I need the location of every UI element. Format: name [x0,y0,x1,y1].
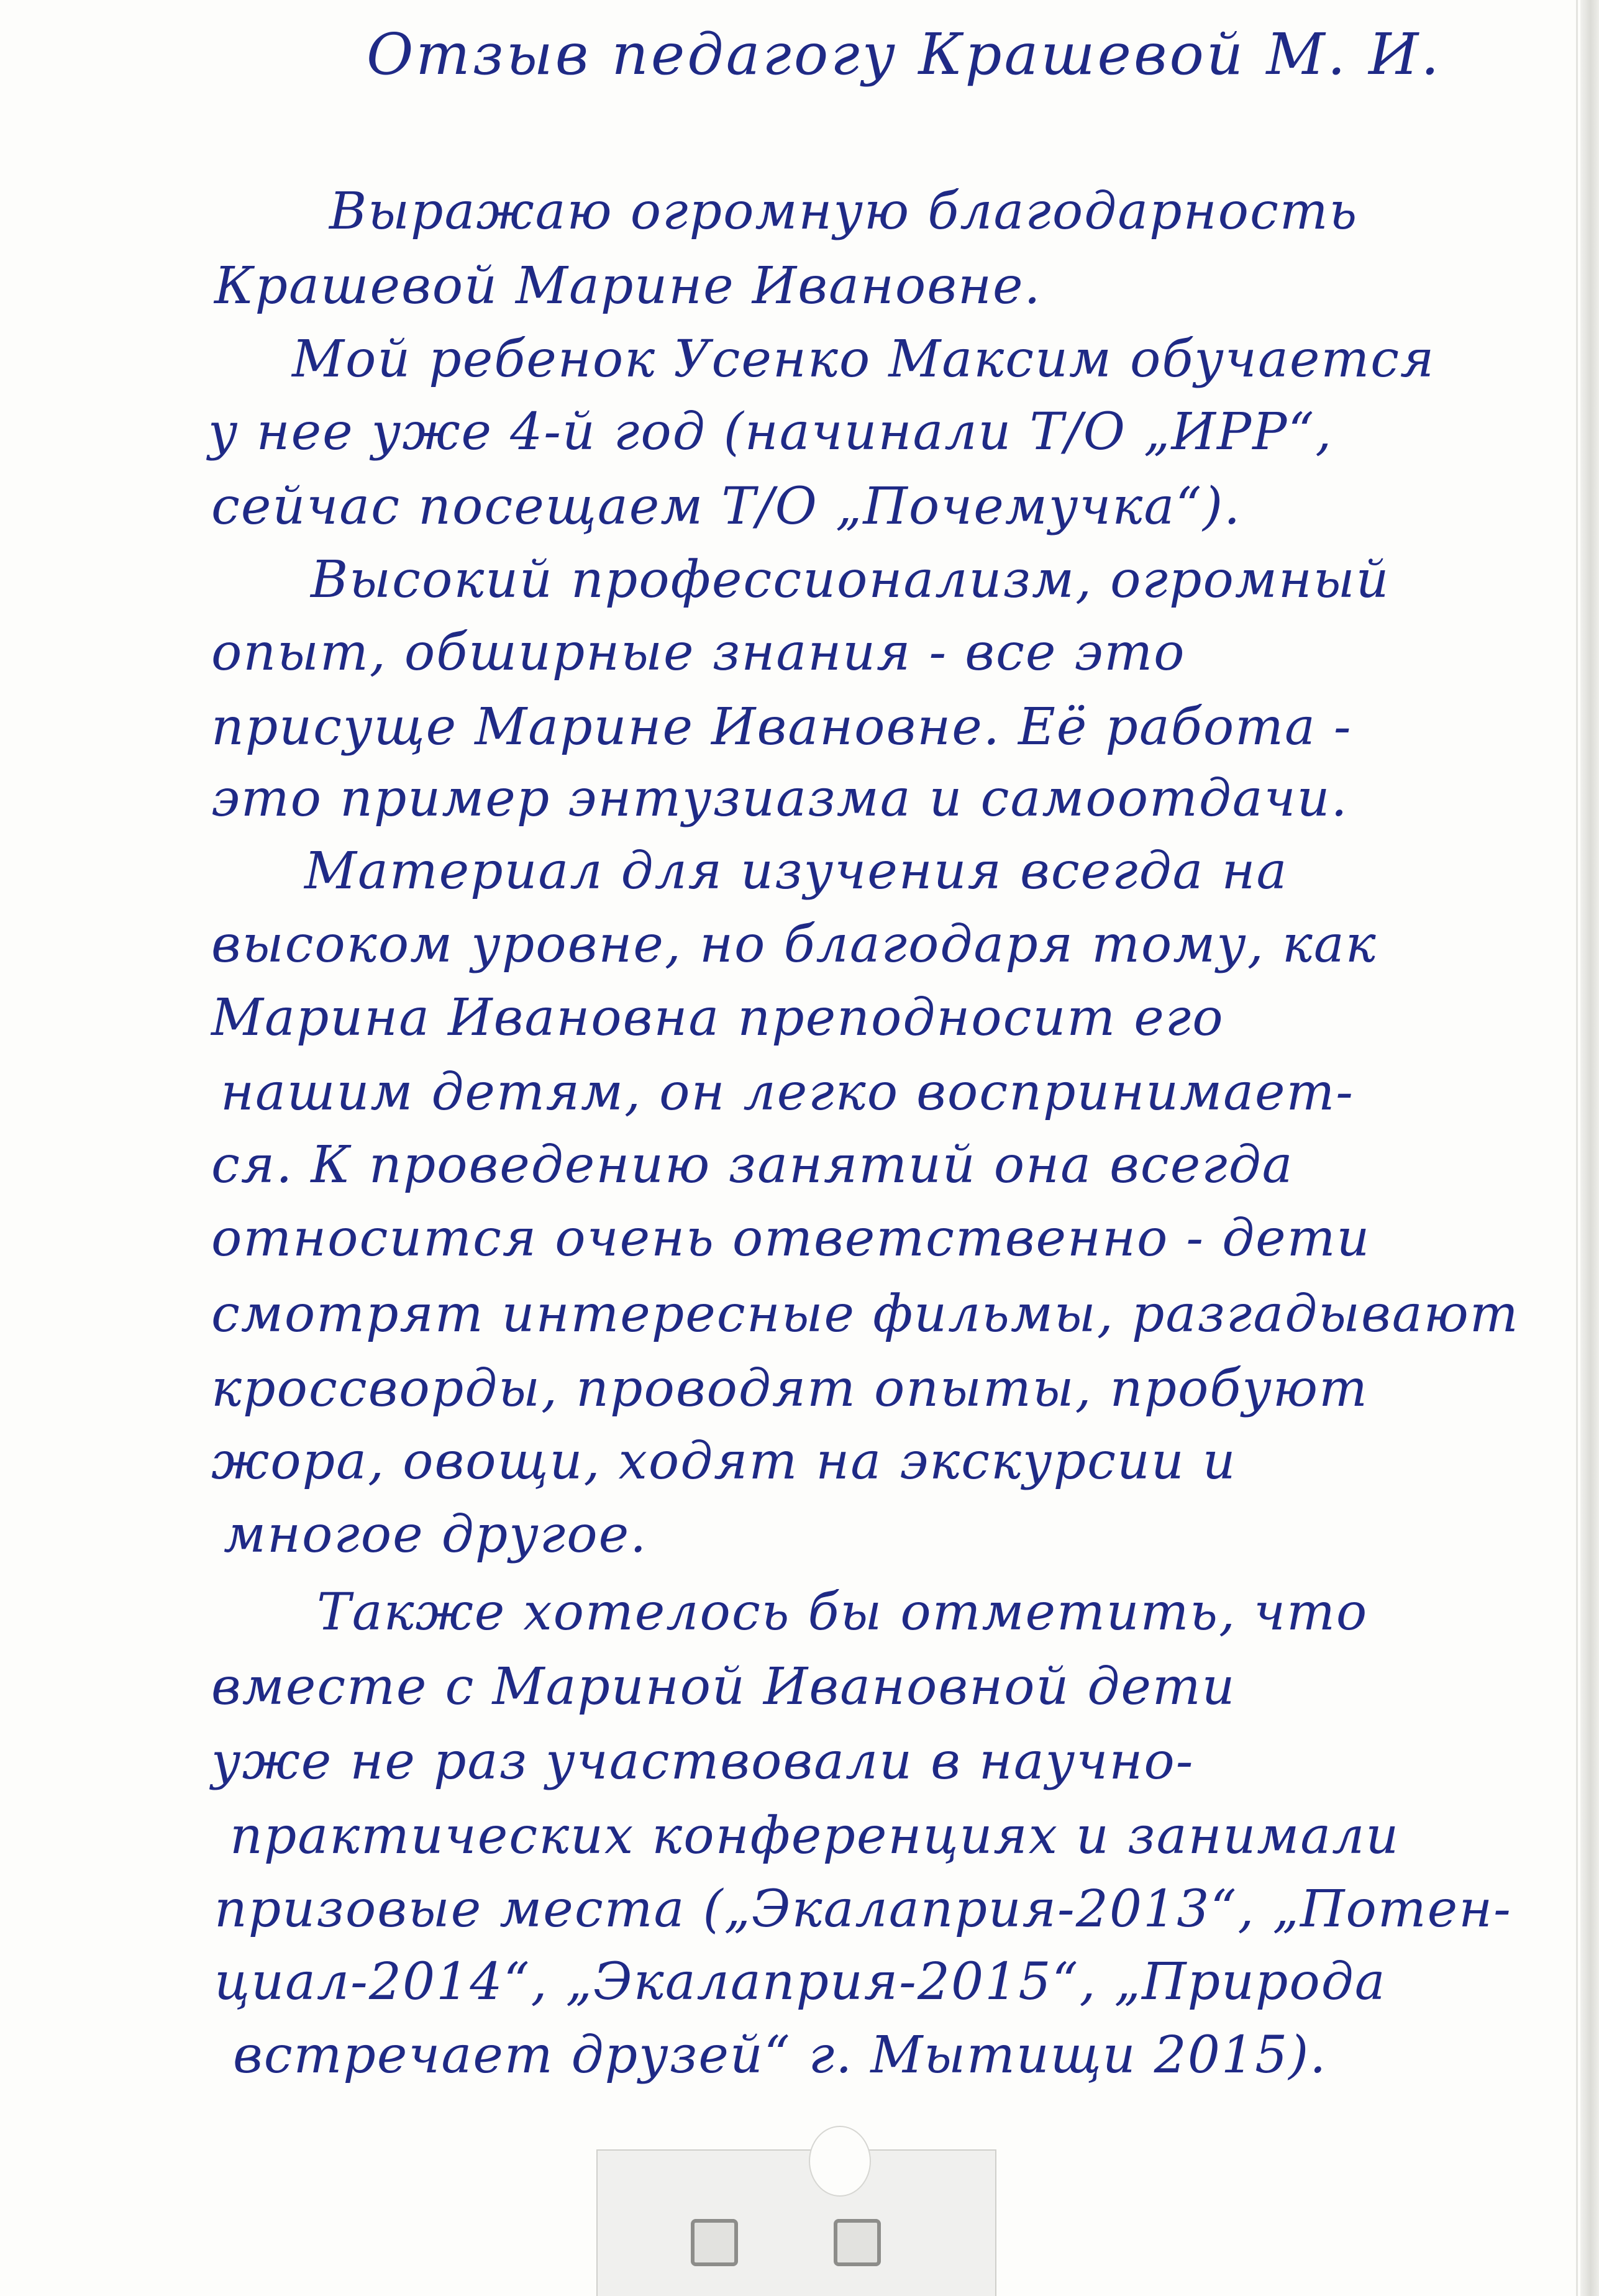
letter-line-5: сейчас посещаем Т/О „Почемучка“). [211,477,1242,536]
photo-icon [834,2219,881,2266]
film-icon [691,2219,738,2266]
letter-line-1: Выражаю огромную благодарность [329,182,1359,241]
page-edge-shadow [1580,0,1599,2296]
letter-line-15: относится очень ответственно - дети [211,1209,1371,1268]
letter-line-24: призовые места („Экалаприя-2013“, „Потен- [214,1880,1512,1939]
letter-line-22: уже не раз участвовали в научно- [211,1732,1195,1791]
letter-line-3: Мой ребенок Усенко Максим обучается [292,330,1436,389]
letter-line-20: Также хотелось бы отметить, что [317,1583,1369,1642]
letter-line-13: нашим детям, он легко воспринимает- [221,1063,1354,1122]
letter-line-16: смотрят интересные фильмы, разгадывают [211,1285,1519,1344]
letter-line-4: у нее уже 4-й год (начинали Т/О „ИРР“, [208,403,1333,462]
letter-line-25: циал-2014“, „Экалаприя-2015“, „Природа [214,1952,1387,2011]
letter-line-7: опыт, обширные знания - все это [211,623,1186,682]
letter-line-26: встречает друзей“ г. Мытищи 2015). [233,2026,1328,2085]
scanner-label-sticker [596,2149,996,2296]
letter-line-18: жора, овощи, ходят на экскурсии и [211,1432,1237,1491]
sticker-notch [809,2126,871,2197]
letter-line-23: практических конференциях и занимали [230,1806,1400,1866]
letter-line-9: это пример энтузиазма и самоотдачи. [211,769,1349,828]
letter-line-10: Материал для изучения всегда на [304,842,1288,901]
letter-line-8: присуще Марине Ивановне. Её работа - [211,698,1352,757]
letter-line-11: высоком уровне, но благодаря тому, как [211,915,1377,974]
letter-line-6: Высокий профессионализм, огромный [311,550,1390,609]
letter-line-2: Крашевой Марине Ивановне. [214,257,1042,316]
letter-line-14: ся. К проведению занятий она всегда [211,1136,1294,1195]
letter-title: Отзыв педагогу Крашевой М. И. [367,21,1442,88]
letter-line-17: кроссворды, проводят опыты, пробуют [211,1359,1369,1418]
letter-line-12: Марина Ивановна преподносит его [211,988,1224,1047]
page-edge-line [1576,0,1578,2296]
letter-line-21: вместе с Мариной Ивановной дети [211,1657,1236,1716]
letter-line-19: многое другое. [224,1505,648,1564]
